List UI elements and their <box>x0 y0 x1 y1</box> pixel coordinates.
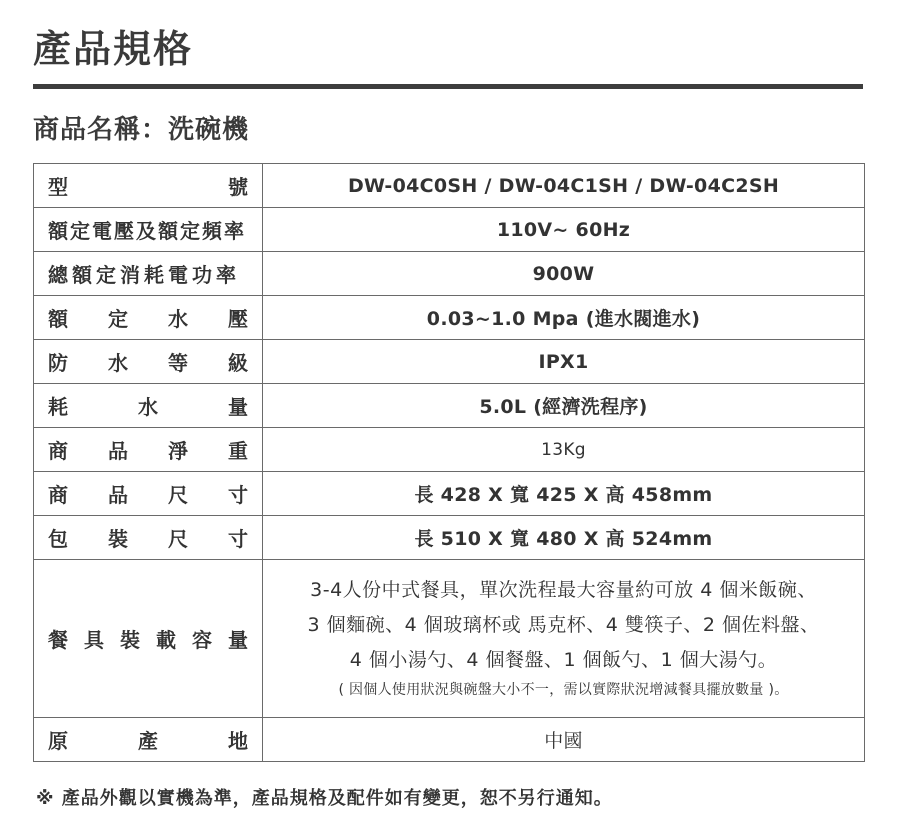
capacity-line: 4 個小湯勺、4 個餐盤、1 個飯勺、1 個大湯勺。 <box>349 649 778 671</box>
spec-label: 原 產 地 <box>48 729 248 753</box>
spec-row-product-size <box>34 472 865 516</box>
spec-value <box>263 560 865 718</box>
capacity-line: 3-4人份中式餐具，單次洗程最大容量約可放 4 個米飯碗、 <box>310 579 817 601</box>
spec-label: 商 品 尺 寸 <box>48 483 248 507</box>
spec-label: 包 裝 尺 寸 <box>48 527 248 551</box>
spec-label: 額 定 水 壓 <box>48 307 248 331</box>
spec-label: 耗 水 量 <box>48 395 248 419</box>
spec-value: 13Kg <box>263 428 865 472</box>
spec-value: 900W <box>263 252 865 296</box>
spec-value: 5.0L (經濟洗程序) <box>263 384 865 428</box>
spec-label: 總額定消耗電功率 <box>48 263 240 287</box>
spec-row-model <box>34 164 865 208</box>
spec-row-capacity <box>34 560 865 718</box>
spec-row-net-weight <box>34 428 865 472</box>
spec-row-water-usage <box>34 384 865 428</box>
spec-label: 防 水 等 級 <box>48 351 248 375</box>
spec-value: 長 428 X 寬 425 X 高 458mm <box>263 472 865 516</box>
spec-row-power <box>34 252 865 296</box>
spec-label: 商 品 淨 重 <box>48 439 248 463</box>
footnote: ※ 產品外觀以實機為準，產品規格及配件如有變更，恕不另行通知。 <box>36 788 613 809</box>
capacity-note: ( 因個人使用狀況與碗盤大小不一，需以實際狀況增減餐具擺放數量 )。 <box>338 682 789 698</box>
spec-value: 0.03~1.0 Mpa (進水閥進水) <box>263 296 865 340</box>
title-divider <box>33 84 863 89</box>
spec-row-package-size <box>34 516 865 560</box>
spec-row-origin <box>34 718 865 762</box>
spec-value: IPX1 <box>263 340 865 384</box>
spec-value: 110V~ 60Hz <box>263 208 865 252</box>
spec-table <box>33 163 865 762</box>
spec-label: 額定電壓及額定頻率 <box>48 219 246 243</box>
spec-label: 型 號 <box>48 175 248 199</box>
product-name: 商品名稱：洗碗機 <box>33 115 250 145</box>
spec-label: 餐 具 裝 載 容 量 <box>48 628 248 652</box>
spec-value: 中國 <box>263 718 865 762</box>
page-title: 產品規格 <box>33 27 194 71</box>
spec-row-water-pressure <box>34 296 865 340</box>
spec-row-voltage <box>34 208 865 252</box>
spec-value: 長 510 X 寬 480 X 高 524mm <box>263 516 865 560</box>
capacity-line: 3 個麵碗、4 個玻璃杯或 馬克杯、4 雙筷子、2 個佐料盤、 <box>307 614 820 636</box>
spec-row-waterproof <box>34 340 865 384</box>
spec-value: DW-04C0SH / DW-04C1SH / DW-04C2SH <box>263 164 865 208</box>
